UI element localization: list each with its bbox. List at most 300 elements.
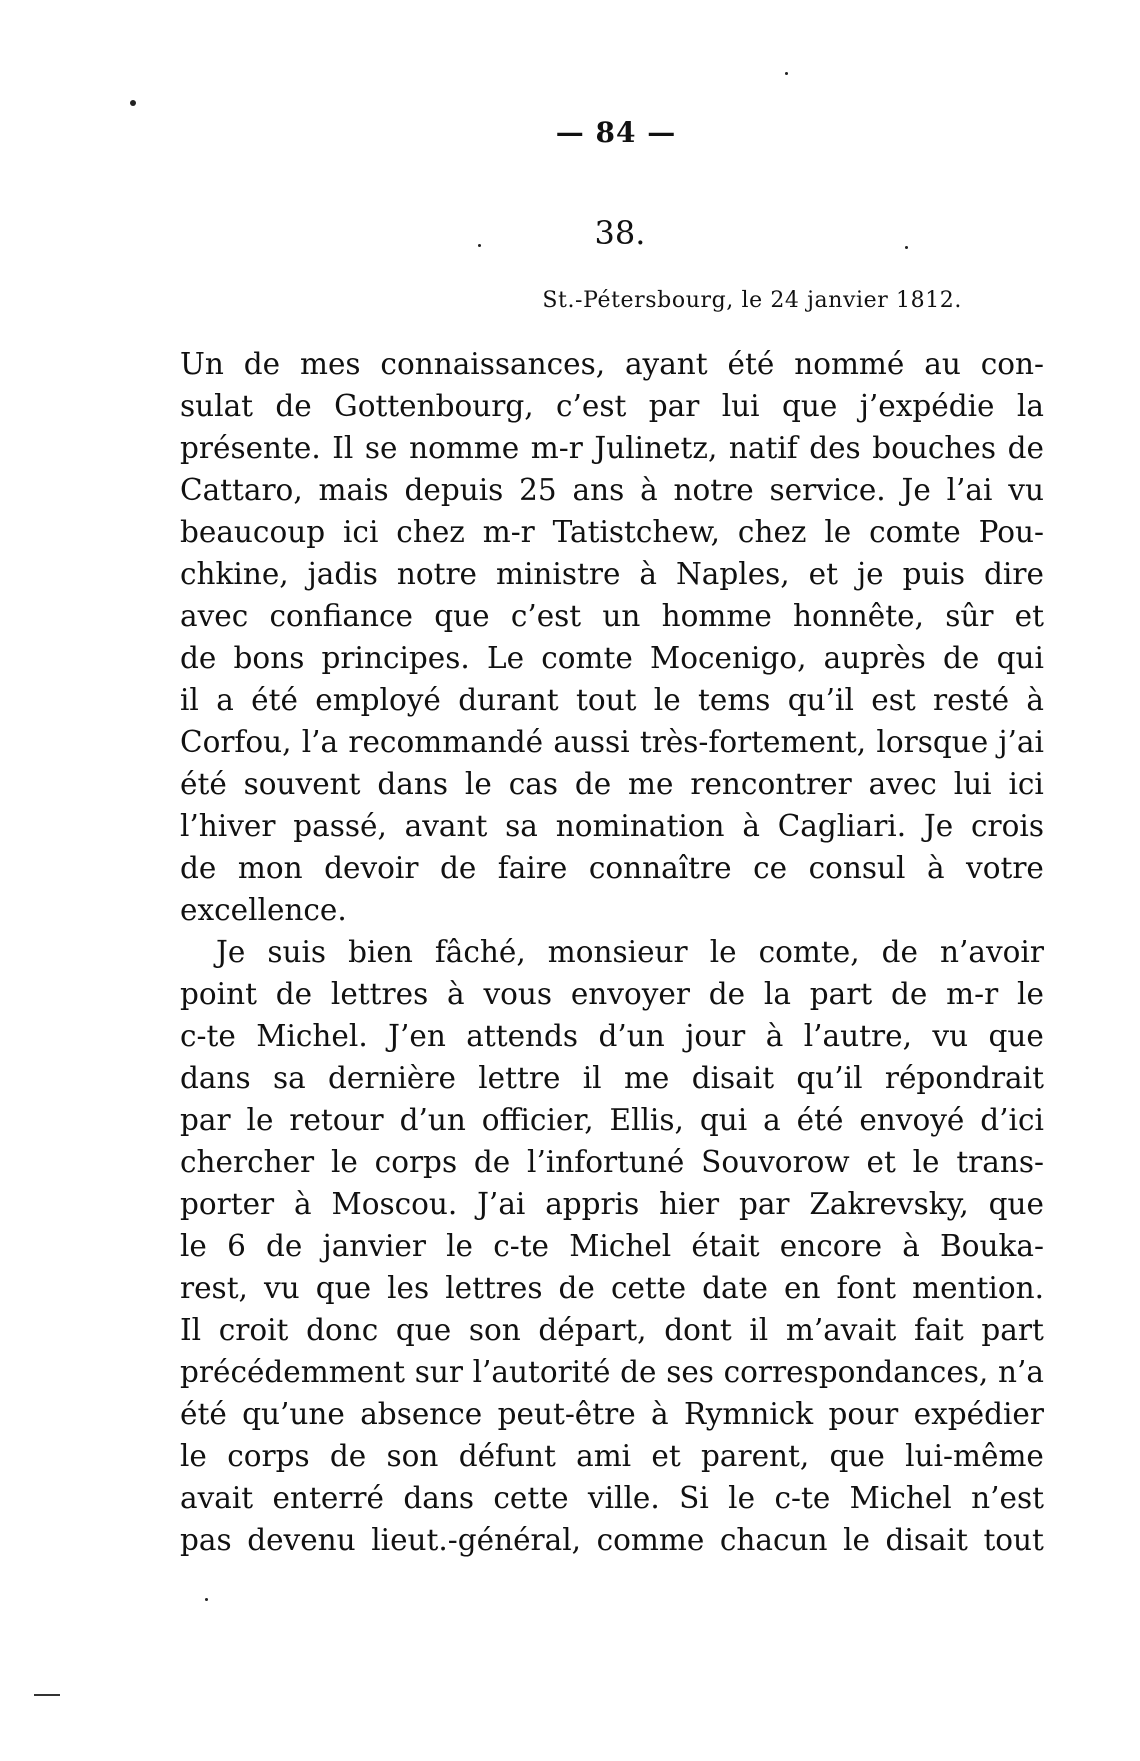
word: porter bbox=[180, 1187, 275, 1221]
text-line bbox=[180, 637, 1044, 679]
word: cette bbox=[493, 1481, 569, 1515]
word: crois bbox=[971, 809, 1044, 843]
text-line bbox=[180, 511, 1044, 553]
word: nomme bbox=[409, 431, 520, 465]
word: Corfou, bbox=[180, 725, 292, 759]
word: puis bbox=[902, 557, 966, 591]
word: rencontrer bbox=[690, 767, 852, 801]
word: disait bbox=[885, 1523, 968, 1557]
word: le bbox=[246, 1103, 274, 1137]
word: connaître bbox=[588, 851, 732, 885]
word: Si bbox=[679, 1481, 709, 1515]
word: le bbox=[912, 1145, 940, 1179]
word: de bbox=[180, 851, 217, 885]
word: notre bbox=[396, 557, 478, 591]
word: le bbox=[180, 1229, 207, 1263]
word: à bbox=[902, 1229, 920, 1263]
word: été bbox=[796, 1103, 844, 1137]
word: expédier bbox=[913, 1397, 1044, 1431]
word: été bbox=[180, 1397, 227, 1431]
word: cas bbox=[508, 767, 558, 801]
word: un bbox=[602, 599, 641, 633]
word: Je bbox=[216, 935, 246, 969]
word: appris bbox=[545, 1187, 640, 1221]
word: vu bbox=[932, 1019, 969, 1053]
word: ayant bbox=[624, 347, 708, 381]
word: lieut.-général, bbox=[371, 1523, 582, 1557]
word: avait bbox=[180, 1481, 254, 1515]
word: trans- bbox=[956, 1145, 1044, 1179]
word: durant bbox=[458, 683, 559, 717]
word: et bbox=[651, 1439, 681, 1473]
word: tout bbox=[983, 1523, 1044, 1557]
word: dans bbox=[377, 767, 449, 801]
word: été bbox=[180, 767, 227, 801]
word: Il bbox=[332, 431, 354, 465]
word: fâché, bbox=[434, 935, 526, 969]
text-line bbox=[180, 679, 1044, 721]
text-line bbox=[180, 1351, 1044, 1393]
word: comte bbox=[541, 641, 633, 675]
word: votre bbox=[966, 851, 1044, 885]
word: fait bbox=[913, 1313, 964, 1347]
word: corps bbox=[374, 1145, 458, 1179]
word: lettre bbox=[478, 1061, 561, 1095]
word: à bbox=[640, 473, 658, 507]
word: à bbox=[926, 851, 945, 885]
word: chez bbox=[396, 515, 465, 549]
word: dont bbox=[664, 1313, 732, 1347]
text-line bbox=[180, 1267, 1044, 1309]
word: Michel. bbox=[256, 1019, 368, 1053]
word: dernière bbox=[328, 1061, 456, 1095]
text-line bbox=[180, 763, 1044, 805]
word: le bbox=[464, 767, 492, 801]
word: de bbox=[574, 767, 612, 801]
word: par bbox=[738, 1187, 790, 1221]
word: le bbox=[843, 1523, 870, 1557]
word: part bbox=[809, 977, 873, 1011]
word: ami bbox=[576, 1439, 632, 1473]
word: avant bbox=[404, 809, 488, 843]
word: que bbox=[988, 1019, 1044, 1053]
ink-speck bbox=[205, 1598, 208, 1601]
word: Cagliari. bbox=[777, 809, 907, 843]
word: qui bbox=[996, 641, 1044, 675]
word: encore bbox=[779, 1229, 883, 1263]
word: il bbox=[749, 1313, 769, 1347]
word: devoir bbox=[324, 851, 419, 885]
word: que bbox=[315, 1271, 372, 1305]
word: bons bbox=[233, 641, 305, 675]
word: le bbox=[728, 1481, 756, 1515]
word: souvent bbox=[243, 767, 361, 801]
word: comme bbox=[596, 1523, 705, 1557]
word: d’un bbox=[399, 1103, 466, 1137]
word: Bouka- bbox=[940, 1229, 1044, 1263]
word: rest, bbox=[180, 1271, 248, 1305]
word: le bbox=[446, 1229, 474, 1263]
text-line bbox=[180, 1141, 1044, 1183]
word: ses bbox=[666, 1355, 714, 1389]
word: le bbox=[824, 515, 852, 549]
word: correspondances, bbox=[723, 1355, 989, 1389]
word: de bbox=[243, 347, 281, 381]
word: c’est bbox=[510, 599, 582, 633]
text-line bbox=[180, 931, 1044, 973]
word: bien bbox=[348, 935, 413, 969]
word: que bbox=[782, 389, 838, 423]
word: qu’il bbox=[787, 683, 854, 717]
word: corps bbox=[227, 1439, 310, 1473]
word: a bbox=[216, 683, 234, 717]
word: lui-même bbox=[905, 1439, 1044, 1473]
word: Michel bbox=[569, 1229, 672, 1263]
word: principes. bbox=[321, 641, 470, 675]
word: se bbox=[364, 431, 398, 465]
word: ministre bbox=[496, 557, 621, 591]
word: Michel bbox=[849, 1481, 952, 1515]
word: parent, bbox=[701, 1439, 810, 1473]
text-line bbox=[180, 343, 1044, 385]
word: à bbox=[447, 977, 465, 1011]
word: de bbox=[439, 851, 477, 885]
word: pour bbox=[828, 1397, 899, 1431]
margin-rule bbox=[34, 1694, 60, 1696]
text-line bbox=[180, 1393, 1044, 1435]
word: de bbox=[620, 1355, 657, 1389]
word: mention. bbox=[912, 1271, 1044, 1305]
word: sûr bbox=[945, 599, 994, 633]
word: il bbox=[180, 683, 199, 717]
word: à bbox=[1026, 683, 1044, 717]
word: l’a bbox=[301, 725, 339, 759]
word: Je bbox=[901, 473, 931, 507]
word: vu bbox=[1008, 473, 1044, 507]
word: Moscou. bbox=[331, 1187, 458, 1221]
word: de bbox=[558, 1271, 595, 1305]
word: Ellis, bbox=[609, 1103, 684, 1137]
word: à bbox=[742, 809, 760, 843]
word: de bbox=[275, 977, 313, 1011]
word: janvier bbox=[322, 1229, 426, 1263]
word: enterré bbox=[272, 1481, 384, 1515]
word: à bbox=[294, 1187, 312, 1221]
word: défunt bbox=[458, 1439, 556, 1473]
word: Tatistchew, bbox=[552, 515, 721, 549]
word: de bbox=[881, 935, 918, 969]
word: l’hiver bbox=[180, 809, 276, 843]
word: été bbox=[727, 347, 775, 381]
word: Zakrevsky, bbox=[809, 1187, 969, 1221]
word: l’autre, bbox=[803, 1019, 912, 1053]
word: dire bbox=[984, 557, 1044, 591]
word: vu bbox=[263, 1271, 300, 1305]
word: de bbox=[275, 389, 312, 423]
text-line bbox=[180, 553, 1044, 595]
word: service. bbox=[769, 473, 886, 507]
word: de bbox=[266, 1229, 303, 1263]
text-line bbox=[180, 1519, 1044, 1561]
word: 25 bbox=[519, 473, 557, 507]
word: à bbox=[651, 1397, 669, 1431]
word: natif bbox=[728, 431, 798, 465]
text-line bbox=[180, 1435, 1044, 1477]
word: avec bbox=[180, 599, 249, 633]
word: Cattaro, bbox=[180, 473, 303, 507]
word: bouches bbox=[872, 431, 997, 465]
word: de bbox=[473, 1145, 511, 1179]
word: disait bbox=[691, 1061, 775, 1095]
word: en bbox=[783, 1271, 821, 1305]
word: recommandé bbox=[348, 725, 544, 759]
word: suis bbox=[267, 935, 327, 969]
word: très-fortement, bbox=[639, 725, 867, 759]
word: beaucoup bbox=[180, 515, 326, 549]
word: tout bbox=[575, 683, 637, 717]
text-line bbox=[180, 1015, 1044, 1057]
word: de bbox=[891, 977, 928, 1011]
word: de bbox=[180, 641, 217, 675]
word: J’ai bbox=[477, 1187, 526, 1221]
word: dans bbox=[403, 1481, 474, 1515]
word: jadis bbox=[307, 557, 378, 591]
word: j’ai bbox=[998, 725, 1044, 759]
word: nommé bbox=[794, 347, 905, 381]
word: lui bbox=[953, 767, 992, 801]
word: retour bbox=[289, 1103, 384, 1137]
word: excellence. bbox=[180, 893, 347, 927]
word: lui bbox=[721, 389, 760, 423]
text-line bbox=[180, 1309, 1044, 1351]
word: présente. bbox=[180, 431, 321, 465]
word: attends bbox=[466, 1019, 579, 1053]
word: Un bbox=[180, 347, 224, 381]
word: homme bbox=[661, 599, 772, 633]
word: que bbox=[829, 1439, 885, 1473]
word: part bbox=[981, 1313, 1044, 1347]
word: de bbox=[1007, 431, 1044, 465]
word: été bbox=[251, 683, 298, 717]
word: envoyé bbox=[859, 1103, 965, 1137]
word: sa bbox=[505, 809, 538, 843]
word: précédemment bbox=[180, 1355, 406, 1389]
word: je bbox=[856, 557, 884, 591]
letter-body bbox=[180, 343, 1044, 1561]
word: et bbox=[1014, 599, 1044, 633]
word: depuis bbox=[404, 473, 504, 507]
word: comte bbox=[869, 515, 961, 549]
word: le bbox=[180, 1439, 207, 1473]
word: point bbox=[180, 977, 257, 1011]
word: consul bbox=[808, 851, 906, 885]
word: chez bbox=[737, 515, 807, 549]
word: ici bbox=[1008, 767, 1044, 801]
word: tems bbox=[698, 683, 771, 717]
word: des bbox=[809, 431, 861, 465]
word: m-r bbox=[482, 515, 535, 549]
word: me bbox=[628, 767, 674, 801]
word: j’expédie bbox=[859, 389, 995, 423]
word: le bbox=[1017, 977, 1044, 1011]
word: répondrait bbox=[884, 1061, 1044, 1095]
word: chercher bbox=[180, 1145, 315, 1179]
word: l’infortuné bbox=[527, 1145, 685, 1179]
text-line bbox=[180, 1099, 1044, 1141]
word: officier, bbox=[481, 1103, 594, 1137]
word: Pou- bbox=[978, 515, 1044, 549]
dateline: St.-Pétersbourg, le 24 janvier 1812. bbox=[542, 288, 962, 313]
word: Naples, bbox=[675, 557, 790, 591]
text-line bbox=[180, 805, 1044, 847]
word: me bbox=[623, 1061, 670, 1095]
word: et bbox=[866, 1145, 896, 1179]
word: auprès bbox=[823, 641, 926, 675]
word: le bbox=[330, 1145, 358, 1179]
text-line bbox=[180, 1225, 1044, 1267]
word: donc bbox=[306, 1313, 379, 1347]
word: Le bbox=[487, 641, 525, 675]
word: croit bbox=[218, 1313, 289, 1347]
word: absence bbox=[360, 1397, 483, 1431]
word: con- bbox=[980, 347, 1044, 381]
word: à bbox=[639, 557, 657, 591]
word: la bbox=[763, 977, 791, 1011]
text-line bbox=[180, 889, 1044, 931]
word: comte, bbox=[758, 935, 860, 969]
word: nomination bbox=[555, 809, 725, 843]
word: que bbox=[395, 1313, 452, 1347]
word: ici bbox=[343, 515, 379, 549]
word: était bbox=[691, 1229, 760, 1263]
word: envoyer bbox=[570, 977, 690, 1011]
text-line bbox=[180, 847, 1044, 889]
word: m-r bbox=[530, 431, 583, 465]
word: ville. bbox=[587, 1481, 660, 1515]
word: c-te bbox=[493, 1229, 550, 1263]
word: n’avoir bbox=[940, 935, 1044, 969]
word: employé bbox=[315, 683, 441, 717]
word: monsieur bbox=[547, 935, 688, 969]
word: les bbox=[387, 1271, 430, 1305]
word: départ, bbox=[538, 1313, 647, 1347]
word: Mocenigo, bbox=[650, 641, 807, 675]
word: ans bbox=[572, 473, 625, 507]
word: faire bbox=[497, 851, 568, 885]
text-line bbox=[180, 385, 1044, 427]
word: chkine, bbox=[180, 557, 289, 591]
word: qu’une bbox=[242, 1397, 345, 1431]
word: que bbox=[434, 599, 490, 633]
word: l’autorité bbox=[472, 1355, 611, 1389]
word: resté bbox=[933, 683, 1010, 717]
word: vous bbox=[483, 977, 553, 1011]
word: son bbox=[386, 1439, 439, 1473]
word: Souvorow bbox=[701, 1145, 850, 1179]
text-line bbox=[180, 1183, 1044, 1225]
word: mes bbox=[299, 347, 361, 381]
text-line bbox=[180, 1477, 1044, 1519]
word: mais bbox=[318, 473, 389, 507]
word: lettres bbox=[445, 1271, 543, 1305]
word: Gottenbourg, bbox=[334, 389, 534, 423]
word: m’avait bbox=[785, 1313, 897, 1347]
word: c’est bbox=[556, 389, 627, 423]
word: connaissances, bbox=[380, 347, 606, 381]
word: l’ai bbox=[946, 473, 993, 507]
word: de bbox=[708, 977, 746, 1011]
word: font bbox=[836, 1271, 897, 1305]
text-line bbox=[180, 595, 1044, 637]
word: qu’il bbox=[796, 1061, 863, 1095]
word: dans bbox=[180, 1061, 251, 1095]
text-line bbox=[180, 469, 1044, 511]
word: Rymnick bbox=[684, 1397, 814, 1431]
word: que bbox=[988, 1187, 1044, 1221]
word: n’est bbox=[971, 1481, 1044, 1515]
word: peut-être bbox=[497, 1397, 636, 1431]
word: sa bbox=[272, 1061, 306, 1095]
text-line bbox=[180, 973, 1044, 1015]
word: au bbox=[924, 347, 961, 381]
word: jour bbox=[685, 1019, 746, 1053]
word: a bbox=[763, 1103, 781, 1137]
word: il bbox=[582, 1061, 602, 1095]
word: c-te bbox=[774, 1481, 831, 1515]
ink-speck bbox=[905, 246, 908, 249]
ink-speck bbox=[785, 72, 788, 75]
ink-speck bbox=[478, 244, 481, 247]
word: son bbox=[468, 1313, 521, 1347]
word: le bbox=[709, 935, 737, 969]
text-line bbox=[180, 721, 1044, 763]
word: avec bbox=[868, 767, 937, 801]
word: aussi bbox=[553, 725, 630, 759]
word: sur bbox=[414, 1355, 463, 1389]
text-line bbox=[180, 427, 1044, 469]
word: lettres bbox=[330, 977, 429, 1011]
word: est bbox=[871, 683, 916, 717]
word: qui bbox=[699, 1103, 748, 1137]
text-line bbox=[180, 1057, 1044, 1099]
ink-speck bbox=[130, 100, 136, 106]
word: d’ici bbox=[980, 1103, 1044, 1137]
word: pas bbox=[180, 1523, 232, 1557]
word: par bbox=[180, 1103, 231, 1137]
word: et bbox=[808, 557, 838, 591]
word: Il bbox=[180, 1313, 202, 1347]
word: J’en bbox=[388, 1019, 446, 1053]
word: sulat bbox=[180, 389, 254, 423]
word: de bbox=[329, 1439, 367, 1473]
word: Je bbox=[923, 809, 954, 843]
word: par bbox=[648, 389, 700, 423]
word: mon bbox=[237, 851, 303, 885]
word: date bbox=[702, 1271, 768, 1305]
word: à bbox=[765, 1019, 784, 1053]
word: n’a bbox=[997, 1355, 1044, 1389]
word: d’un bbox=[598, 1019, 665, 1053]
word: c-te bbox=[180, 1019, 236, 1053]
word: ce bbox=[753, 851, 788, 885]
word: m-r bbox=[946, 977, 999, 1011]
word: lorsque bbox=[876, 725, 989, 759]
word: confiance bbox=[269, 599, 413, 633]
word: honnête, bbox=[793, 599, 924, 633]
word: le bbox=[653, 683, 681, 717]
word: de bbox=[943, 641, 980, 675]
word: Julinetz, bbox=[594, 431, 718, 465]
